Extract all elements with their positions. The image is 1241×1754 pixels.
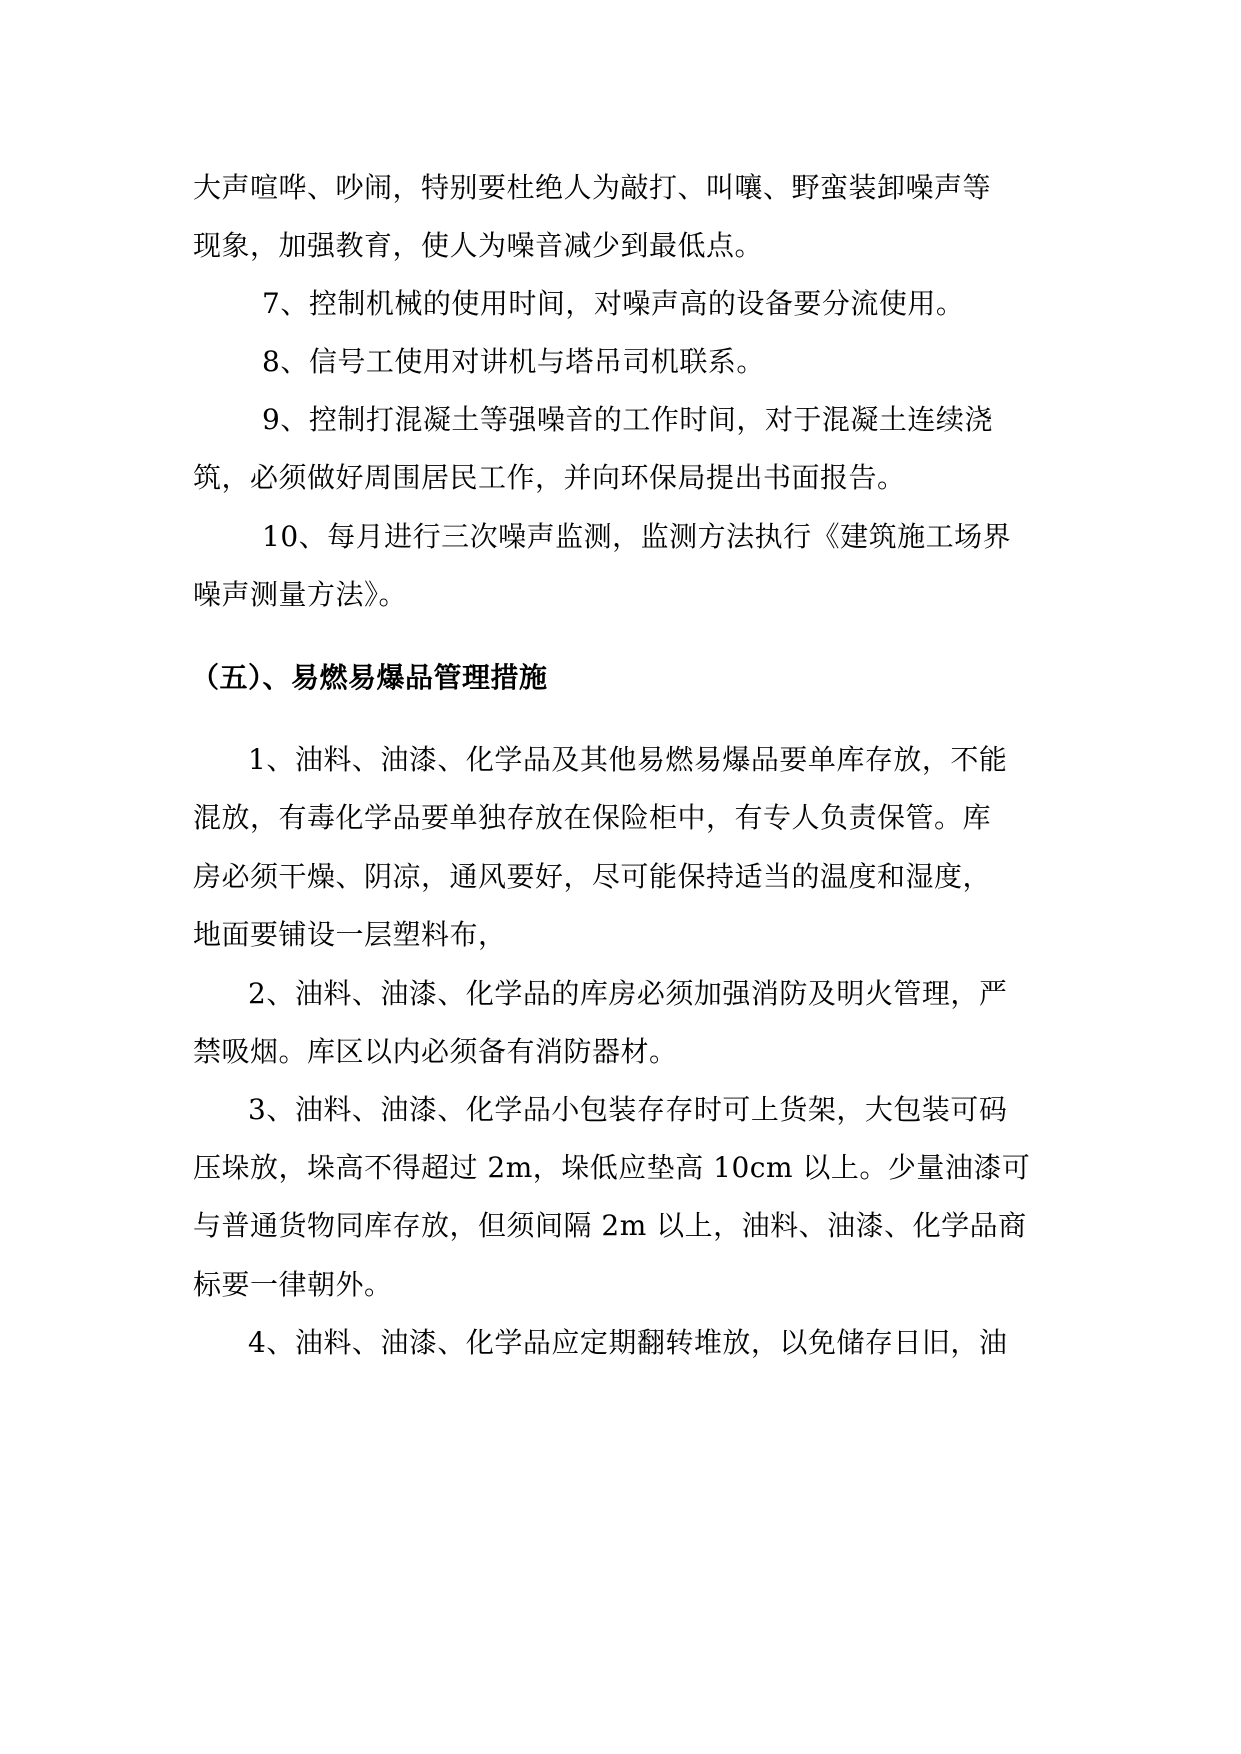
paragraph-line: 压垛放，垛高不得超过 2m，垛低应垫高 10cm 以上。少量油漆可 — [193, 1151, 1031, 1184]
paragraph-line: 7、控制机械的使用时间，对噪声高的设备要分流使用。 — [262, 287, 965, 320]
paragraph-line: 现象，加强教育，使人为噪音减少到最低点。 — [193, 229, 764, 262]
paragraph-line: 混放，有毒化学品要单独存放在保险柜中，有专人负责保管。库 — [193, 801, 992, 834]
section-heading: （五）、易燃易爆品管理措施 — [191, 661, 548, 694]
paragraph-line: 3、油料、油漆、化学品小包装存存时可上货架，大包装可码 — [248, 1093, 1008, 1126]
paragraph-line: 房必须干燥、阴凉，通风要好，尽可能保持适当的温度和湿度， — [193, 860, 992, 893]
paragraph-line: 禁吸烟。库区以内必须备有消防器材。 — [193, 1035, 678, 1068]
paragraph-line: 噪声测量方法》。 — [193, 578, 408, 611]
paragraph-line: 筑，必须做好周围居民工作，并向环保局提出书面报告。 — [193, 461, 906, 494]
paragraph-line: 标要一律朝外。 — [193, 1268, 393, 1301]
paragraph-line: 2、油料、油漆、化学品的库房必须加强消防及明火管理，严 — [248, 977, 1008, 1010]
paragraph-line: 4、油料、油漆、化学品应定期翻转堆放，以免储存日旧，油 — [248, 1326, 1008, 1359]
paragraph-line: 大声喧哗、吵闹，特别要杜绝人为敲打、叫嚷、野蛮装卸噪声等 — [193, 171, 992, 204]
paragraph-line: 与普通货物同库存放，但须间隔 2m 以上，油料、油漆、化学品商 — [193, 1209, 1027, 1242]
paragraph-line: 1、油料、油漆、化学品及其他易燃易爆品要单库存放，不能 — [248, 743, 1008, 776]
paragraph-line: 8、信号工使用对讲机与塔吊司机联系。 — [262, 345, 765, 378]
paragraph-line: 地面要铺设一层塑料布， — [193, 918, 507, 951]
paragraph-line: 10、每月进行三次噪声监测，监测方法执行《建筑施工场界 — [262, 520, 1012, 553]
paragraph-line: 9、控制打混凝土等强噪音的工作时间，对于混凝土连续浇 — [262, 403, 993, 436]
